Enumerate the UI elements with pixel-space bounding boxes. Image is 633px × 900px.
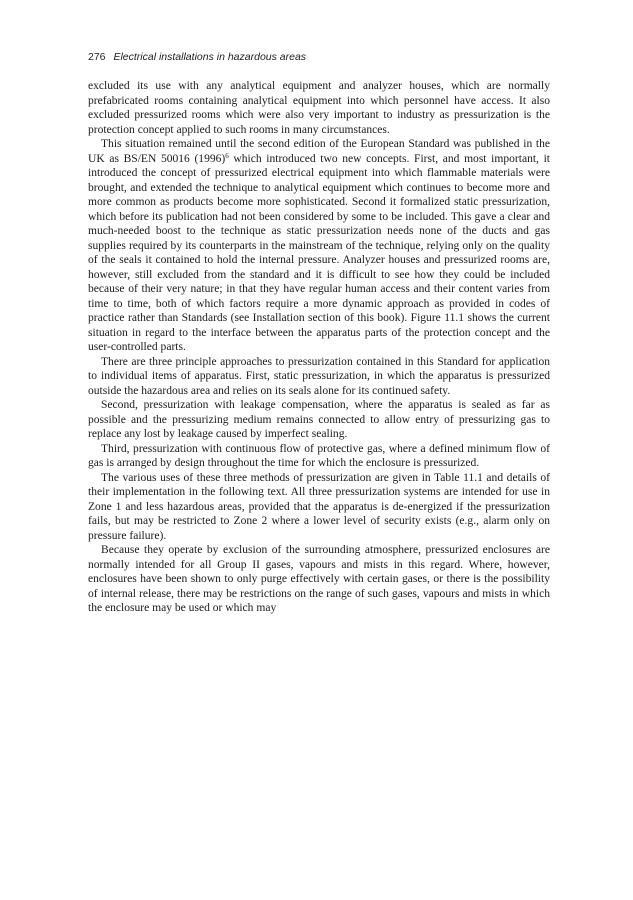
paragraph-continuous-flow: Third, pressurization with continuous flow of protective gas, where a defined minimum flow of gas is arranged by design throughout the time for which the enclosure is pressurized. — [88, 442, 550, 469]
page-number: 276 — [88, 51, 106, 63]
paragraph-continued: excluded its use with any analytical equipment and analyzer houses, which are normally prefabricated rooms containing analytical equipment into which personnel have access. It also excluded pressurized rooms which were also very important to industry as pressurization is the protection concept applied to such rooms in many circumstances. — [88, 80, 550, 136]
paragraph-european-standard — [88, 137, 550, 355]
paragraph-leakage-compensation: Second, pressurization with leakage compensation, where the apparatus is sealed as far as possible and the pressurizing medium remains connected to allow entry of pressurizing gas to replace any lost by leakage caused by imperfect sealing. — [88, 399, 550, 440]
reference-superscript: 6 — [225, 151, 229, 160]
paragraph-three-approaches: There are three principle approaches to pressurization contained in this Standard for application to individual items of apparatus. First, static pressurization, in which the apparatus is pressurized outside the hazardous area and relies on its seals alone for its continued safety. — [88, 355, 550, 397]
paragraph-text: which introduced two new concepts. First, and most important, it introduced the concept of pressurized electrical equipment into which flammable materials were brought, and extended the technique to analytical equipment which continues to become more and more common as products become more sophisticated. Second it formalized static pressurization, which before its publication had not been considered by some to be included. This gave a clear and much-needed boost to the technique as static pressurization needs none of the ducts and gas supplies required by its counterparts in the mainstream of the technique, relying only on the quality of the seals it contained to hold the internal pressure. Analyzer houses and pressurized rooms are, however, still excluded from the standard and it is difficult to see how they could be included because of their very nature; in that they have regular human access and their content varies from time to time, both of which factors require a more dynamic approach as provided in codes of practice rather than Standards (see Installation section of this book). Figure 11.1 shows the current situation in regard to the interface between the apparatus parts of the protection concept and the user-controlled parts. — [88, 152, 551, 353]
body-text — [88, 79, 550, 616]
paragraph-text: This situation remained until the second edition of the European Standard was published in the UK as BS/EN 50016 (1996) — [88, 138, 550, 165]
paragraph-exclusion: Because they operate by exclusion of the surrounding atmosphere, pressurized enclosures are normally intended for all Group II gases, vapours and mists in this regard. Where, however, enclosures have been shown to only purge effectively with certain gases, or there is the possibility of internal release, there may be restrictions on the range of such gases, vapours and mists in which the enclosure may be used or which may — [88, 544, 550, 614]
running-head — [88, 51, 306, 63]
book-title: Electrical installations in hazardous areas — [113, 51, 307, 63]
paragraph-methods-uses: The various uses of these three methods of pressurization are given in Table 11.1 and details of their implementation in the following text. All three pressurization systems are intended for use in Zone 1 and less hazardous areas, provided that the apparatus is de-energized if the pressurization fails, but may be restricted to Zone 2 where a lower level of security exists (e.g., alarm only on pressure failure). — [88, 471, 550, 542]
